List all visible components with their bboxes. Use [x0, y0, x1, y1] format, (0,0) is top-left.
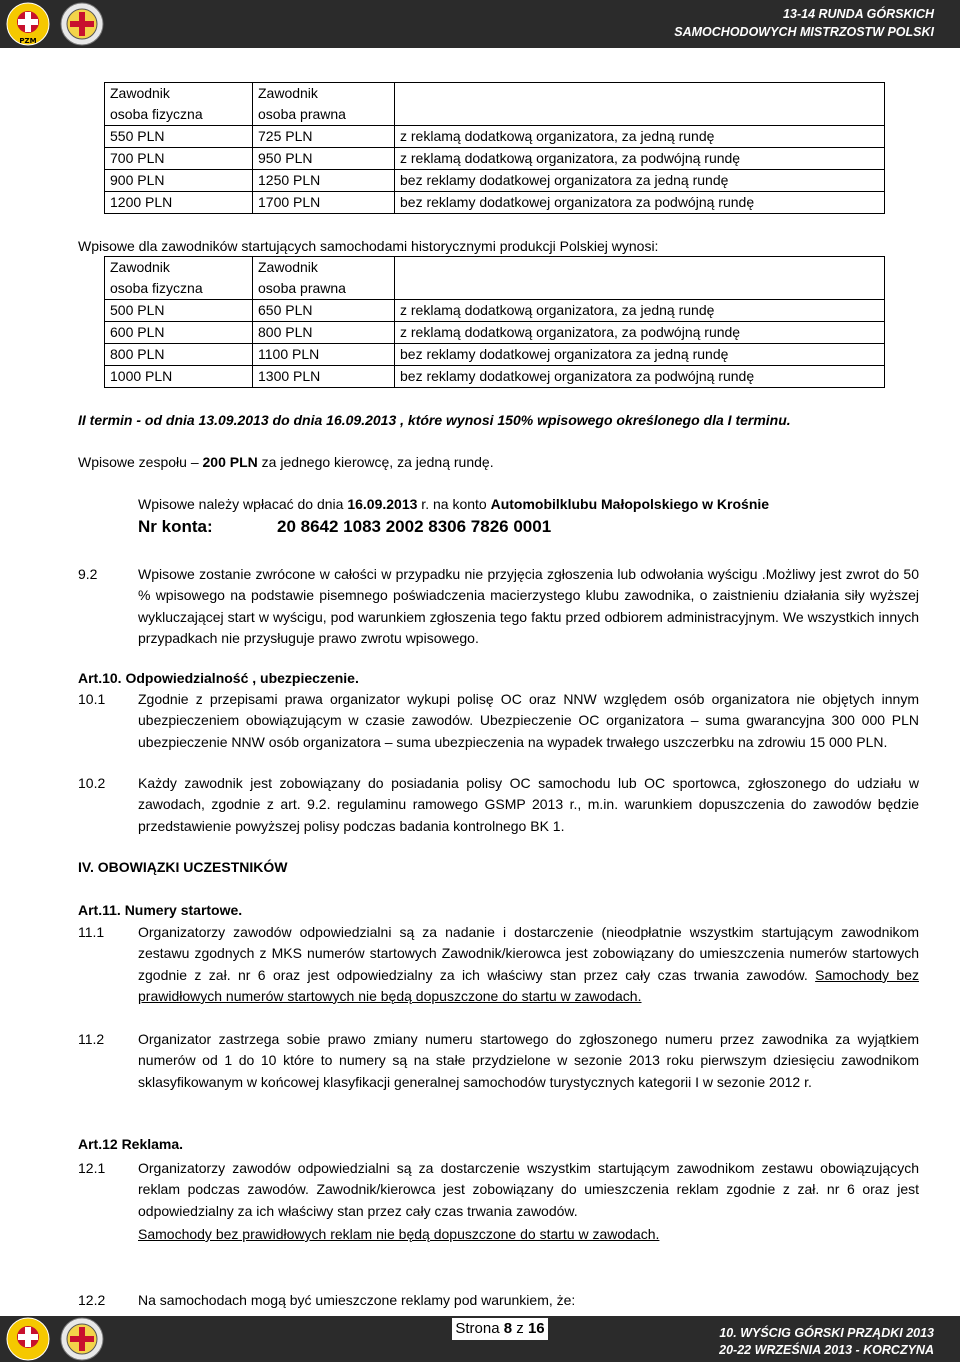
header-title-line1: 13-14 RUNDA GÓRSKICH	[783, 7, 934, 21]
heading-art10: Art.10. Odpowiedzialność , ubezpieczenie.	[78, 670, 359, 686]
table-cell: 1250 PLN	[253, 170, 395, 192]
header-title-line2: SAMOCHODOWYCH MISTRZOSTW POLSKI	[674, 25, 934, 39]
section-text: Zgodnie z przepisami prawa organizator wykupi polisę OC oraz NNW względem osób organizatora nie objętych innym ubezpieczeniem obowiązującym w czasie zawodów. Ubezpieczenie OC organizatora – suma gwarancyjna 300 000 PLN ubezpieczenie NNW osób organizatora – suma ubezpieczenia na wypadek trwałego uszczerbku na zdrowiu 15 000 PLN.	[138, 691, 919, 750]
footer-event-line2: 20-22 WRZEŚNIA 2013 - KORCZYNA	[719, 1343, 934, 1357]
table-header-row	[105, 257, 885, 300]
section-number: 12.1	[78, 1160, 106, 1176]
table-cell: 800 PLN	[105, 344, 253, 366]
account-number: 20 8642 1083 2002 8306 7826 0001	[277, 517, 552, 536]
section-number: 11.2	[78, 1031, 105, 1047]
table-cell: 950 PLN	[253, 148, 395, 170]
section-number: 11.1	[78, 924, 105, 940]
table-header-cell: Zawodnik osoba prawna	[253, 83, 395, 126]
section-number: 10.2	[78, 775, 106, 791]
pzm-logo-icon	[6, 1317, 50, 1361]
table-header-cell	[395, 257, 885, 300]
payment-line: Wpisowe należy wpłacać do dnia 16.09.2013 r. na konto Automobilklubu Małopolskiego w Krośnie	[138, 496, 770, 512]
account-label: Nr konta:	[138, 517, 213, 536]
table-cell: bez reklamy dodatkowej organizatora za jedną rundę	[395, 170, 885, 192]
table-cell: bez reklamy dodatkowej organizatora za jedną rundę	[395, 344, 885, 366]
page-number: Strona 8 z 16	[452, 1318, 548, 1340]
footer-event-line1: 10. WYŚCIG GÓRSKI PRZĄDKI 2013	[719, 1326, 934, 1340]
table-cell: bez reklamy dodatkowej organizatora za podwójną rundę	[395, 366, 885, 388]
table-row	[105, 126, 885, 148]
club-crest-icon	[60, 1317, 104, 1361]
table-cell: 600 PLN	[105, 322, 253, 344]
section-number: 9.2	[78, 566, 98, 582]
section-text: Wpisowe zostanie zwrócone w całości w przypadku nie przyjęcia zgłoszenia lub odwołania wyścigu .Możliwy jest zwrot do 50 % wpisowego na podstawie pisemnego poświadczenia macierzystego klubu zawodnika, o zaistnieniu działania siły wyższej wykluczającej start w wyścigu, pod warunkiem zgłoszenia tego faktu przed odbiorem administracyjnym. We wszystkich innych przypadkach nie przysługuje prawo zwrotu wpisowego.	[138, 566, 919, 646]
second-term-note: II termin - od dnia 13.09.2013 do dnia 16.09.2013 , które wynosi 150% wpisowego określonego dla I terminu.	[78, 412, 791, 428]
table-row	[105, 322, 885, 344]
section-text: Organizator zastrzega sobie prawo zmiany numeru startowego do zgłoszonego numeru przez zawodnika za wyjątkiem numerów od 1 do 10 które to numery są na stałe przydzielone w sezonie 2013 roku pierwszym dziesięciu zawodnikom sklasyfikowanym w końcowej klasyfikacji generalnej samochodów turystycznych kategorii I w sezonie 2012 r.	[138, 1031, 919, 1090]
table-cell: z reklamą dodatkową organizatora, za jedną rundę	[395, 126, 885, 148]
table-row	[105, 192, 885, 214]
section-text: Każdy zawodnik jest zobowiązany do posiadania polisy OC samochodu lub OC sportowca, zgłoszonego do udziału w zawodach, zgodnie z art. 9.2. regulaminu ramowego GSMP 2013 r., m.in. warunkiem dopuszczenia do zawodów będzie przedstawienie powyższej polisy podczas badania kontrolnego BK 1.	[138, 775, 919, 834]
heading-art12: Art.12 Reklama.	[78, 1136, 184, 1152]
section-text: Organizatorzy zawodów odpowiedzialni są za dostarczenie wszystkim startującym zawodnikom zestawu obowiązujących reklam podczas zawodów. Zawodnik/kierowca jest zobowiązany do umieszczenia reklam zgodnie z zał. nr 6 oraz jest odpowiedzialny za ich właściwy stan przez cały czas trwania zawodów.	[138, 1160, 919, 1219]
table-header-cell: Zawodnik osoba fizyczna	[105, 257, 253, 300]
table-row	[105, 366, 885, 388]
table-cell: 1200 PLN	[105, 192, 253, 214]
svg-text:PZM: PZM	[19, 37, 37, 45]
table-cell: 725 PLN	[253, 126, 395, 148]
section-underline: Samochody bez prawidłowych reklam nie będą dopuszczone do startu w zawodach.	[138, 1226, 660, 1242]
table-cell: 800 PLN	[253, 322, 395, 344]
team-fee-line: Wpisowe zespołu – 200 PLN za jednego kierowcę, za jedną rundę.	[78, 454, 494, 470]
table-cell: 700 PLN	[105, 148, 253, 170]
historic-fee-table	[104, 256, 885, 388]
table-cell: 1700 PLN	[253, 192, 395, 214]
table-cell: 1100 PLN	[253, 344, 395, 366]
chapter-heading: IV. OBOWIĄZKI UCZESTNIKÓW	[78, 859, 288, 875]
page-header	[0, 0, 960, 48]
table-cell: 1000 PLN	[105, 366, 253, 388]
table-cell: z reklamą dodatkową organizatora, za podwójną rundę	[395, 322, 885, 344]
pzm-logo-icon	[6, 2, 50, 46]
club-crest-icon	[60, 2, 104, 46]
section-number: 10.1	[78, 691, 106, 707]
section-text: Organizatorzy zawodów odpowiedzialni są za nadanie i dostarczenie (nieodpłatnie wszystkim startującym zawodnikom zestawu zgodnych z MKS numerów startowych Zawodnik/kierowca jest zobowiązany do umieszczenia numerów startowych zgodnie z zał. nr 6 oraz jest odpowiedzialny za ich właściwy stan przez cały czas trwania zawodów. Samochody bez prawidłowych numerów startowych nie będą dopuszczone do startu w zawodach.	[138, 924, 919, 1004]
table-cell: 650 PLN	[253, 300, 395, 322]
table-header-cell: Zawodnik osoba fizyczna	[105, 83, 253, 126]
table-cell: 500 PLN	[105, 300, 253, 322]
table-cell: z reklamą dodatkową organizatora, za jedną rundę	[395, 300, 885, 322]
page-footer	[0, 1316, 960, 1362]
table-cell: 1300 PLN	[253, 366, 395, 388]
historic-intro: Wpisowe dla zawodników startujących samochodami historycznymi produkcji Polskiej wynosi:	[78, 238, 659, 254]
table-row	[105, 170, 885, 192]
heading-art11: Art.11. Numery startowe.	[78, 902, 243, 918]
table-row	[105, 148, 885, 170]
table-row	[105, 300, 885, 322]
table-row	[105, 344, 885, 366]
section-number: 12.2	[78, 1292, 106, 1308]
section-text: Na samochodach mogą być umieszczone reklamy pod warunkiem, że:	[138, 1292, 576, 1308]
table-cell: bez reklamy dodatkowej organizatora za podwójną rundę	[395, 192, 885, 214]
table-header-row	[105, 83, 885, 126]
fee-table	[104, 82, 885, 214]
table-cell: 550 PLN	[105, 126, 253, 148]
table-cell: z reklamą dodatkową organizatora, za podwójną rundę	[395, 148, 885, 170]
table-header-cell	[395, 83, 885, 126]
table-header-cell: Zawodnik osoba prawna	[253, 257, 395, 300]
table-cell: 900 PLN	[105, 170, 253, 192]
